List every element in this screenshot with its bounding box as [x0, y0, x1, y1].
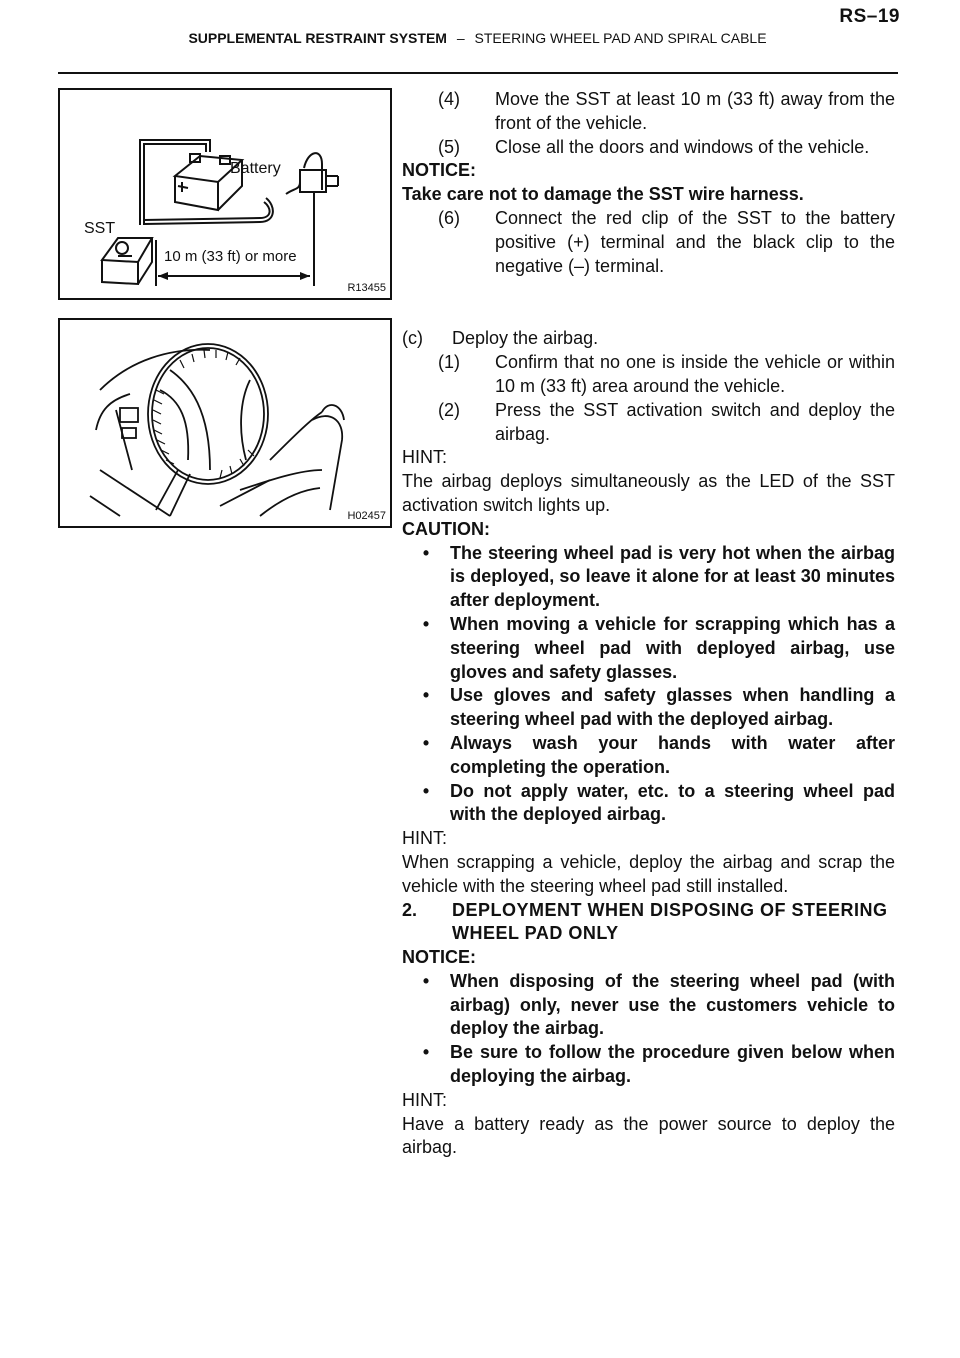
- step-number: (c): [402, 328, 423, 349]
- header-separator: –: [456, 30, 465, 46]
- notice-label: NOTICE:: [402, 160, 476, 181]
- page-code: RS–19: [839, 6, 900, 27]
- step-text: Close all the doors and windows of the vehicle.: [495, 136, 870, 157]
- notice-text: When disposing of the steering wheel pad (with airbag) only, never use the customers vehicle to deploy the airbag.: [450, 970, 895, 1039]
- step-text: Deploy the airbag.: [452, 328, 599, 349]
- notice-item: [402, 970, 895, 1041]
- header-rule: [58, 72, 898, 74]
- caution-label: CAUTION:: [402, 518, 490, 539]
- caution-text: Always wash your hands with water after completing the operation.: [450, 732, 895, 777]
- sst-battery-illustration: [60, 90, 390, 298]
- caution-text: The steering wheel pad is very hot when the airbag is deployed, so leave it alone for at least 30 minutes after deployment.: [450, 542, 895, 611]
- figure-code: H02457: [347, 510, 386, 522]
- caution-item: [402, 732, 895, 780]
- caution-text: When moving a vehicle for scrapping which has a steering wheel pad with deployed airbag, use gloves and safety glasses.: [450, 613, 895, 682]
- notice-text: Be sure to follow the procedure given below when deploying the airbag.: [450, 1042, 895, 1087]
- step-6: [402, 207, 895, 278]
- bullet-icon: •: [422, 732, 430, 753]
- step-number: (1): [438, 352, 460, 373]
- step-text: Move the SST at least 10 m (33 ft) away from the front of the vehicle.: [495, 89, 895, 133]
- page-header: [60, 30, 895, 46]
- section-heading: [402, 899, 895, 947]
- step-5: [402, 136, 895, 160]
- step-text: Press the SST activation switch and deploy the airbag.: [495, 399, 895, 444]
- subsection-title: STEERING WHEEL PAD AND SPIRAL CABLE: [474, 30, 767, 46]
- notice-label: NOTICE:: [402, 947, 476, 968]
- step-number: (2): [438, 399, 460, 420]
- procedure-text: [402, 88, 895, 1160]
- step-number: (5): [438, 136, 460, 157]
- label-battery: Battery: [230, 160, 281, 177]
- step-number: (4): [438, 89, 460, 109]
- step-c-2: [402, 399, 895, 447]
- bullet-icon: •: [422, 970, 430, 991]
- caution-item: [402, 780, 895, 828]
- figure-sst-connection: [58, 88, 392, 300]
- section-number: 2.: [402, 899, 418, 920]
- caution-text: Do not apply water, etc. to a steering wheel pad with the deployed airbag.: [450, 780, 895, 825]
- bullet-icon: •: [422, 685, 430, 706]
- bullet-icon: •: [422, 613, 430, 634]
- bullet-icon: •: [422, 780, 430, 801]
- bullet-icon: •: [422, 1042, 430, 1063]
- hint-text: The airbag deploys simultaneously as the LED of the SST activation switch lights up.: [402, 471, 895, 515]
- section-heading-text: DEPLOYMENT WHEN DISPOSING OF STEERING WHEEL PAD ONLY: [452, 899, 888, 944]
- figure-deployed-airbag: [58, 318, 392, 528]
- step-number: (6): [438, 207, 460, 228]
- spacer: [402, 278, 895, 327]
- step-4: [402, 88, 895, 136]
- notice-text: Take care not to damage the SST wire harness.: [402, 184, 804, 205]
- caution-item: [402, 542, 895, 613]
- hint-label: HINT:: [402, 828, 447, 849]
- step-c-1: [402, 351, 895, 399]
- hint-label: HINT:: [402, 447, 447, 468]
- caution-item: [402, 684, 895, 732]
- step-c: [402, 327, 895, 351]
- bullet-icon: •: [422, 542, 430, 563]
- section-title: SUPPLEMENTAL RESTRAINT SYSTEM: [188, 30, 447, 46]
- hint-text: When scrapping a vehicle, deploy the airbag and scrap the vehicle with the steering wheel pad still installed.: [402, 851, 895, 896]
- caution-item: [402, 613, 895, 684]
- figure-code: R13455: [347, 282, 386, 294]
- hint-text: Have a battery ready as the power source to deploy the airbag.: [402, 1113, 895, 1158]
- step-text: Connect the red clip of the SST to the battery positive (+) terminal and the black clip to the negative (–) terminal.: [495, 207, 895, 276]
- label-sst: SST: [84, 220, 116, 237]
- hint-label: HINT:: [402, 1089, 447, 1110]
- caution-text: Use gloves and safety glasses when handling a steering wheel pad with the deployed airbag.: [450, 685, 895, 730]
- label-distance: 10 m (33 ft) or more: [164, 248, 297, 265]
- step-text: Confirm that no one is inside the vehicle or within 10 m (33 ft) area around the vehicle.: [495, 352, 895, 396]
- airbag-deployment-illustration: [60, 320, 390, 526]
- notice-item: [402, 1041, 895, 1089]
